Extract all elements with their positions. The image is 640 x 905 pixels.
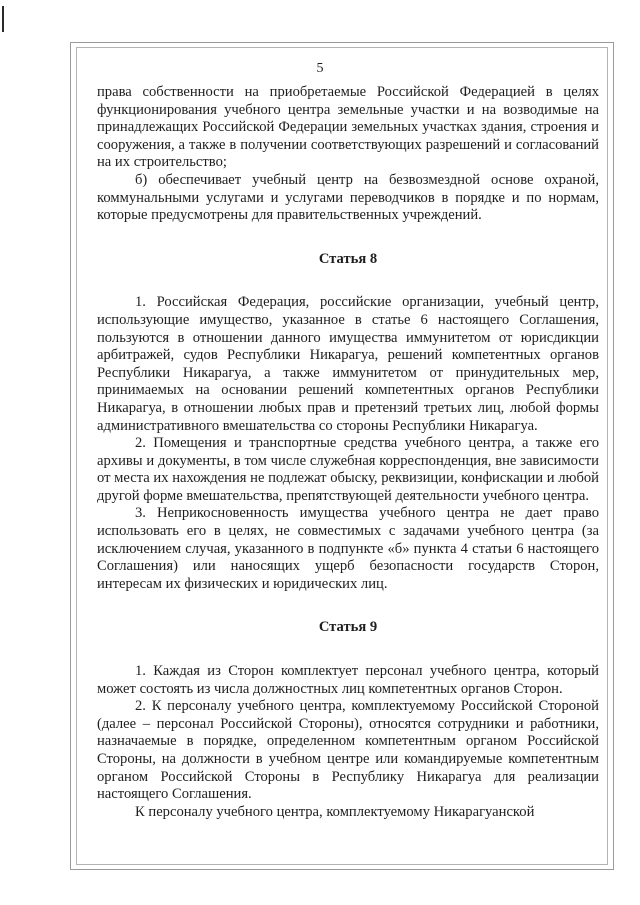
article-9-heading: Статья 9 bbox=[318, 619, 378, 636]
article-9-clause-2-continuation: К персоналу учебного центра, комплектуемому Никарагуанской bbox=[135, 803, 535, 820]
article-8-clause-2: 2. Помещения и транспортные средства учебного центра, а также его архивы и документы, в том числе служебная корреспонденция, вне зависимости от места их нахождения не подлежат обыску, реквизиции, конфискации и любой другой форме вмешательства, препятствующей деятельности учебного центра. bbox=[97, 435, 599, 504]
article-8-clause-3: 3. Неприкосновенность имущества учебного центра не дает право использовать его в целях, не совместимых с задачами учебного центра (за исключением случая, указанного в подпункте «б» пункта 4 статьи 6 настоящего Соглашения) или наносящих ущерб безопасности государств Сторон, интересам их физических и юридических лиц. bbox=[97, 505, 599, 592]
article-8-heading: Статья 8 bbox=[318, 250, 378, 267]
article-9-clause-2: 2. К персоналу учебного центра, комплектуемому Российской Стороной (далее – персонал Российской Стороны), относятся сотрудники и работники, назначаемые в порядке, определенном компетентным органом Российской Стороны, на должности в учебном центре или командируемые компетентным органом Российской Стороны в Республику Никарагуа для реализации настоящего Соглашения. bbox=[97, 698, 599, 803]
article-8-clause-1: 1. Российская Федерация, российские организации, учебный центр, использующие имущество, указанное в статье 6 настоящего Соглашения, пользуются в отношении данного имущества иммунитетом от юрисдикции арбитражей, судов Республики Никарагуа, решений компетентных органов Республики Никарагуа, а также иммунитетом от принудительных мер, принимаемых на основании решений компетентных органов Республики Никарагуа, в отношении любых прав и претензий третьих лиц, любой формы административного вмешательства со стороны Республики Никарагуа. bbox=[97, 294, 599, 434]
scan-edge-mark bbox=[2, 6, 4, 32]
page-number: 5 bbox=[316, 61, 324, 76]
article-9-clause-1: 1. Каждая из Сторон комплектует персонал учебного центра, который может состоять из числа должностных лиц компетентных органов Сторон. bbox=[97, 663, 599, 697]
paragraph-subpoint-b: б) обеспечивает учебный центр на безвозмездной основе охраной, коммунальными услугами и услугами переводчиков в порядке и по нормам, которые предусмотрены для правительственных учреждений. bbox=[97, 171, 599, 224]
document-body bbox=[97, 84, 599, 821]
paragraph-continuation: права собственности на приобретаемые Российской Федерацией в целях функционирования учебного центра земельные участки и на возводимые на принадлежащих Российской Федерации земельных участках здания, строения и сооружения, а также в получении соответствующих разрешений и согласований на их строительство; bbox=[97, 84, 599, 171]
